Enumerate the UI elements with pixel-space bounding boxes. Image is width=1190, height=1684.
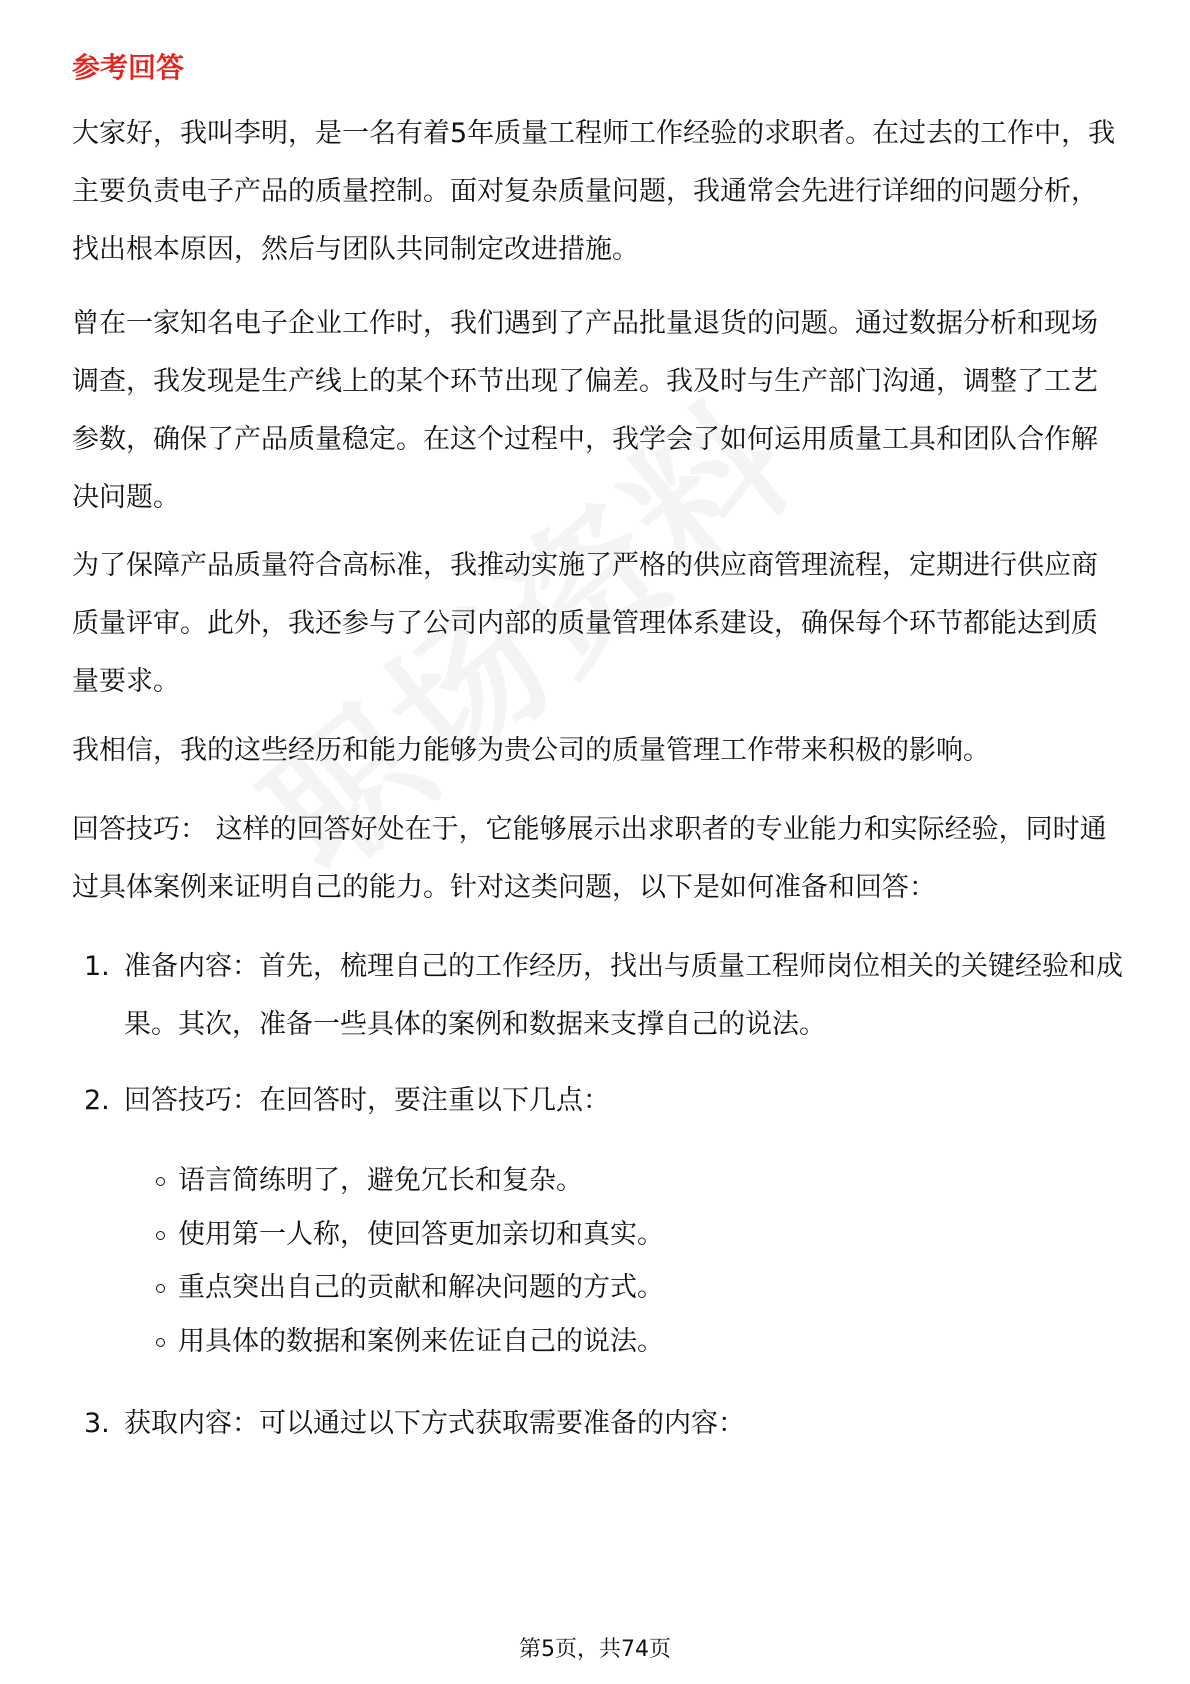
paragraph-intro: 大家好，我叫李明，是一名有着5年质量工程师工作经验的求职者。在过去的工作中，我主要负责电子产品的质量控制。面对复杂质量问题，我通常会先进行详细的问题分析，找出根本原因，然后与团队共同制定改进措施。 bbox=[72, 118, 1116, 265]
hollow-bullet-icon bbox=[152, 1215, 178, 1255]
hollow-bullet-icon bbox=[152, 1161, 178, 1201]
bullet-text: 用具体的数据和案例来佐证自己的说法。 bbox=[178, 1326, 664, 1357]
bullet-text: 语言简练明了，避免冗长和复杂。 bbox=[178, 1165, 583, 1196]
bullet-text: 使用第一人称，使回答更加亲切和真实。 bbox=[178, 1219, 664, 1250]
list-number: 3. bbox=[84, 1408, 110, 1439]
list-item-text: 准备内容：首先，梳理自己的工作经历，找出与质量工程师岗位相关的关键经验和成果。其次，准备一些具体的案例和数据来支撑自己的说法。 bbox=[124, 951, 1123, 1040]
bullet-item bbox=[152, 1268, 1112, 1308]
list-item bbox=[84, 938, 1124, 1054]
bullet-text: 重点突出自己的贡献和解决问题的方式。 bbox=[178, 1272, 664, 1303]
list-item bbox=[84, 1072, 1124, 1130]
paragraph-belief: 我相信，我的这些经历和能力能够为贵公司的质量管理工作带来积极的影响。 bbox=[72, 735, 990, 766]
list-item-text: 获取内容：可以通过以下方式获取需要准备的内容： bbox=[124, 1408, 745, 1439]
bullet-item bbox=[152, 1161, 1112, 1201]
paragraph-tips: 回答技巧： 这样的回答好处在于，它能够展示出求职者的专业能力和实际经验，同时通过具体案例来证明自己的能力。针对这类问题，以下是如何准备和回答： bbox=[72, 814, 1107, 903]
paragraph-supplier: 为了保障产品质量符合高标准，我推动实施了严格的供应商管理流程，定期进行供应商质量评审。此外，我还参与了公司内部的质量管理体系建设，确保每个环节都能达到质量要求。 bbox=[72, 550, 1098, 697]
list-item bbox=[84, 1395, 1124, 1453]
hollow-bullet-icon bbox=[152, 1322, 178, 1362]
list-number: 1. bbox=[84, 951, 110, 982]
list-item-text: 回答技巧：在回答时，要注重以下几点： bbox=[124, 1085, 610, 1116]
paragraph-experience: 曾在一家知名电子企业工作时，我们遇到了产品批量退货的问题。通过数据分析和现场调查，我发现是生产线上的某个环节出现了偏差。我及时与生产部门沟通，调整了工艺参数，确保了产品质量稳定。在这个过程中，我学会了如何运用质量工具和团队合作解决问题。 bbox=[72, 308, 1098, 513]
page-footer: 第5页，共74页 bbox=[519, 1637, 671, 1662]
list-number: 2. bbox=[84, 1085, 110, 1116]
bullet-item bbox=[152, 1322, 1112, 1362]
bullet-item bbox=[152, 1215, 1112, 1255]
section-heading: 参考回答 bbox=[72, 51, 185, 84]
hollow-bullet-icon bbox=[152, 1268, 178, 1308]
